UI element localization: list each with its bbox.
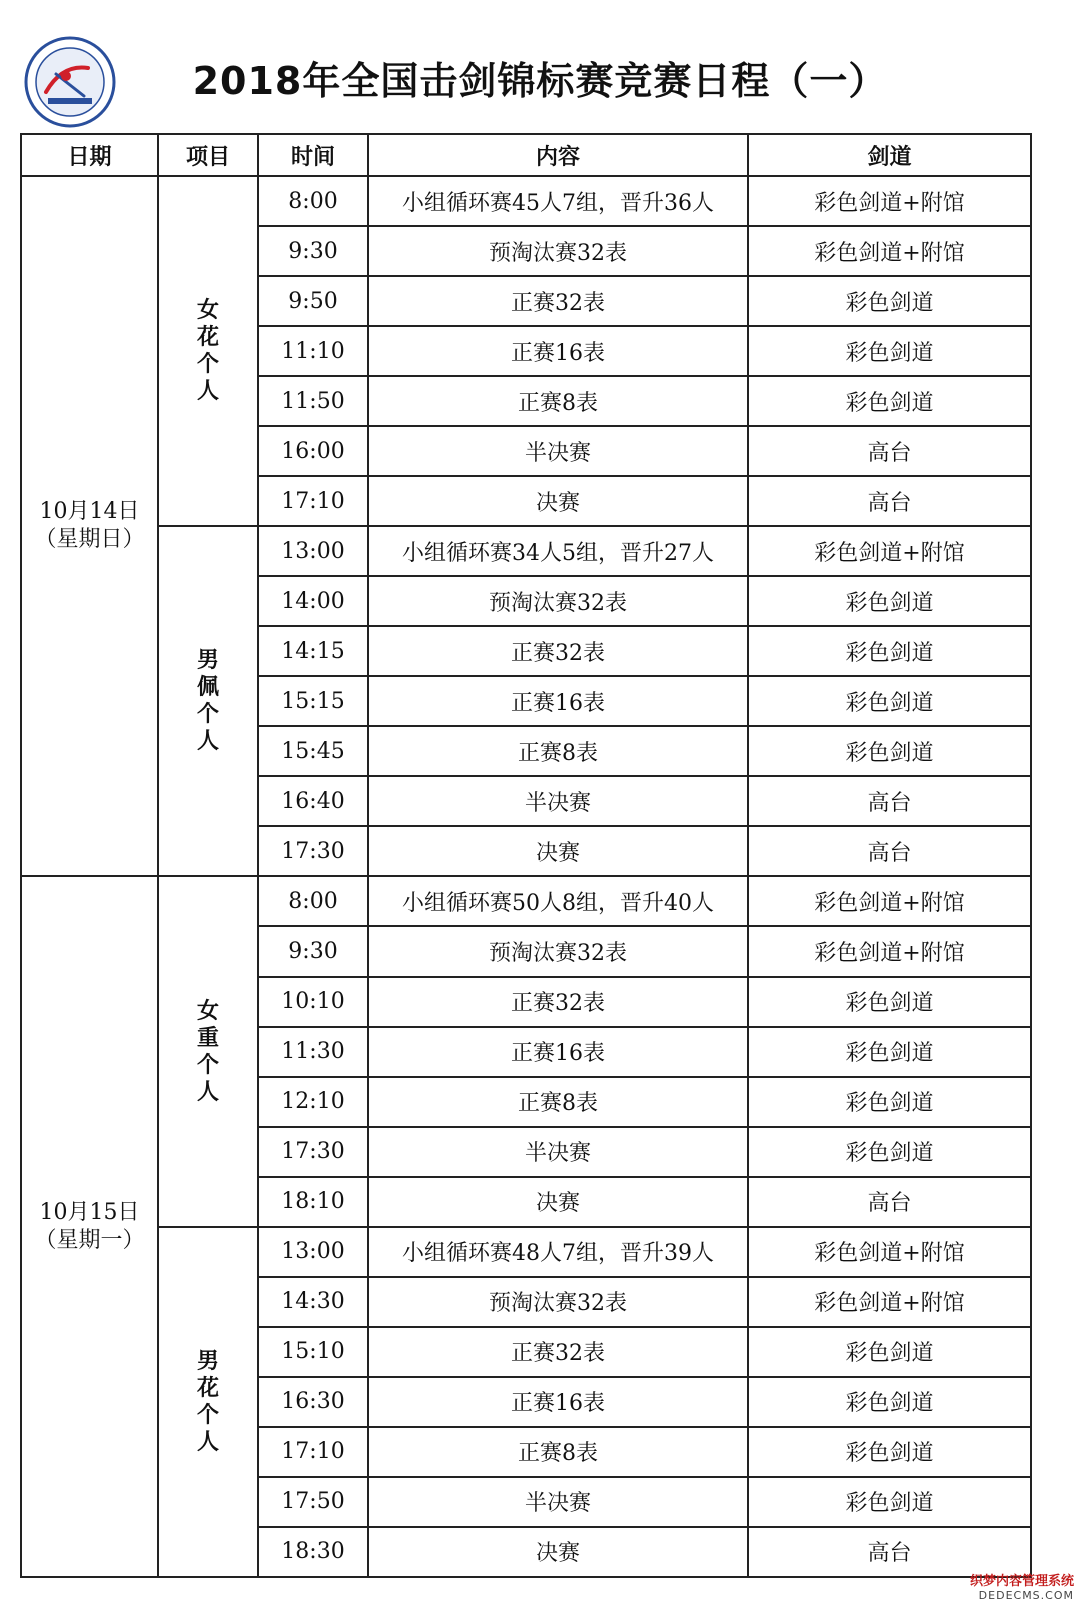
content-cell: 预淘汰赛32表 bbox=[368, 576, 748, 626]
piste-cell: 彩色剑道 bbox=[748, 1427, 1031, 1477]
date-label: 10月15日 bbox=[39, 1199, 140, 1225]
watermark-line2: DEDECMS.COM bbox=[978, 1589, 1074, 1602]
content-cell: 预淘汰赛32表 bbox=[368, 926, 748, 976]
piste-cell: 高台 bbox=[748, 776, 1031, 826]
time-cell: 13:00 bbox=[258, 1227, 368, 1277]
piste-cell: 彩色剑道 bbox=[748, 276, 1031, 326]
piste-cell: 彩色剑道+附馆 bbox=[748, 1277, 1031, 1327]
piste-cell: 彩色剑道 bbox=[748, 1077, 1031, 1127]
content-cell: 决赛 bbox=[368, 1177, 748, 1227]
content-cell: 正赛32表 bbox=[368, 977, 748, 1027]
content-cell: 正赛8表 bbox=[368, 1077, 748, 1127]
piste-cell: 高台 bbox=[748, 426, 1031, 476]
time-cell: 11:30 bbox=[258, 1027, 368, 1077]
time-cell: 18:10 bbox=[258, 1177, 368, 1227]
piste-cell: 彩色剑道 bbox=[748, 1477, 1031, 1527]
time-cell: 14:30 bbox=[258, 1277, 368, 1327]
content-cell: 半决赛 bbox=[368, 776, 748, 826]
time-cell: 15:10 bbox=[258, 1327, 368, 1377]
time-cell: 17:30 bbox=[258, 826, 368, 876]
piste-cell: 彩色剑道+附馆 bbox=[748, 176, 1031, 226]
time-cell: 17:10 bbox=[258, 1427, 368, 1477]
piste-cell: 彩色剑道 bbox=[748, 977, 1031, 1027]
piste-cell: 彩色剑道 bbox=[748, 1327, 1031, 1377]
event-cell bbox=[158, 876, 258, 1226]
time-cell: 8:00 bbox=[258, 176, 368, 226]
event-name: 女重个人 bbox=[196, 998, 219, 1105]
time-cell: 11:10 bbox=[258, 326, 368, 376]
event-cell bbox=[158, 526, 258, 876]
content-cell: 预淘汰赛32表 bbox=[368, 226, 748, 276]
column-header-content: 内容 bbox=[368, 134, 748, 176]
piste-cell: 彩色剑道+附馆 bbox=[748, 876, 1031, 926]
piste-cell: 彩色剑道 bbox=[748, 626, 1031, 676]
content-cell: 决赛 bbox=[368, 1527, 748, 1577]
time-cell: 9:30 bbox=[258, 226, 368, 276]
table-row bbox=[21, 876, 1031, 926]
content-cell: 决赛 bbox=[368, 826, 748, 876]
content-cell: 小组循环赛45人7组，晋升36人 bbox=[368, 176, 748, 226]
column-header-piste: 剑道 bbox=[748, 134, 1031, 176]
time-cell: 14:00 bbox=[258, 576, 368, 626]
content-cell: 半决赛 bbox=[368, 426, 748, 476]
piste-cell: 彩色剑道 bbox=[748, 326, 1031, 376]
watermark-line1: 织梦内容管理系统 bbox=[969, 1574, 1074, 1589]
content-cell: 正赛32表 bbox=[368, 626, 748, 676]
watermark bbox=[970, 1575, 1074, 1603]
content-cell: 小组循环赛48人7组，晋升39人 bbox=[368, 1227, 748, 1277]
content-cell: 决赛 bbox=[368, 476, 748, 526]
time-cell: 8:00 bbox=[258, 876, 368, 926]
content-cell: 小组循环赛34人5组，晋升27人 bbox=[368, 526, 748, 576]
piste-cell: 彩色剑道+附馆 bbox=[748, 226, 1031, 276]
piste-cell: 彩色剑道 bbox=[748, 1377, 1031, 1427]
piste-cell: 彩色剑道 bbox=[748, 376, 1031, 426]
piste-cell: 高台 bbox=[748, 1177, 1031, 1227]
content-cell: 预淘汰赛32表 bbox=[368, 1277, 748, 1327]
time-cell: 12:10 bbox=[258, 1077, 368, 1127]
date-cell bbox=[21, 876, 158, 1577]
piste-cell: 彩色剑道 bbox=[748, 1127, 1031, 1177]
date-cell bbox=[21, 176, 158, 876]
time-cell: 14:15 bbox=[258, 626, 368, 676]
piste-cell: 彩色剑道 bbox=[748, 1027, 1031, 1077]
event-name: 女花个人 bbox=[196, 298, 219, 405]
column-header-event: 项目 bbox=[158, 134, 258, 176]
content-cell: 正赛8表 bbox=[368, 726, 748, 776]
column-header-time: 时间 bbox=[258, 134, 368, 176]
event-name: 男佩个人 bbox=[196, 648, 219, 755]
content-cell: 半决赛 bbox=[368, 1477, 748, 1527]
content-cell: 正赛32表 bbox=[368, 276, 748, 326]
content-cell: 正赛16表 bbox=[368, 1377, 748, 1427]
time-cell: 9:50 bbox=[258, 276, 368, 326]
piste-cell: 高台 bbox=[748, 1527, 1031, 1577]
piste-cell: 彩色剑道 bbox=[748, 576, 1031, 626]
content-cell: 正赛8表 bbox=[368, 376, 748, 426]
table-row bbox=[21, 526, 1031, 576]
time-cell: 16:30 bbox=[258, 1377, 368, 1427]
piste-cell: 彩色剑道+附馆 bbox=[748, 1227, 1031, 1277]
time-cell: 15:15 bbox=[258, 676, 368, 726]
content-cell: 正赛16表 bbox=[368, 326, 748, 376]
time-cell: 13:00 bbox=[258, 526, 368, 576]
content-cell: 正赛16表 bbox=[368, 676, 748, 726]
piste-cell: 彩色剑道+附馆 bbox=[748, 526, 1031, 576]
time-cell: 18:30 bbox=[258, 1527, 368, 1577]
piste-cell: 高台 bbox=[748, 476, 1031, 526]
schedule-body bbox=[21, 176, 1031, 1577]
table-row bbox=[21, 1227, 1031, 1277]
event-cell bbox=[158, 1227, 258, 1577]
date-label: 10月14日 bbox=[39, 499, 140, 525]
column-header-date: 日期 bbox=[21, 134, 158, 176]
schedule-table bbox=[20, 133, 1032, 1578]
time-cell: 11:50 bbox=[258, 376, 368, 426]
content-cell: 正赛32表 bbox=[368, 1327, 748, 1377]
weekday-label: （星期一） bbox=[34, 1227, 145, 1253]
time-cell: 16:40 bbox=[258, 776, 368, 826]
table-header-row bbox=[21, 134, 1031, 176]
piste-cell: 彩色剑道 bbox=[748, 726, 1031, 776]
time-cell: 17:10 bbox=[258, 476, 368, 526]
event-name: 男花个人 bbox=[196, 1348, 219, 1455]
content-cell: 正赛8表 bbox=[368, 1427, 748, 1477]
time-cell: 17:30 bbox=[258, 1127, 368, 1177]
time-cell: 16:00 bbox=[258, 426, 368, 476]
time-cell: 9:30 bbox=[258, 926, 368, 976]
content-cell: 半决赛 bbox=[368, 1127, 748, 1177]
time-cell: 17:50 bbox=[258, 1477, 368, 1527]
piste-cell: 彩色剑道 bbox=[748, 676, 1031, 726]
event-cell bbox=[158, 176, 258, 526]
weekday-label: （星期日） bbox=[34, 527, 145, 553]
content-cell: 正赛16表 bbox=[368, 1027, 748, 1077]
page-title: 2018年全国击剑锦标赛竞赛日程（一） bbox=[192, 59, 888, 103]
piste-cell: 彩色剑道+附馆 bbox=[748, 926, 1031, 976]
table-row bbox=[21, 176, 1031, 226]
content-cell: 小组循环赛50人8组，晋升40人 bbox=[368, 876, 748, 926]
time-cell: 15:45 bbox=[258, 726, 368, 776]
time-cell: 10:10 bbox=[258, 977, 368, 1027]
piste-cell: 高台 bbox=[748, 826, 1031, 876]
